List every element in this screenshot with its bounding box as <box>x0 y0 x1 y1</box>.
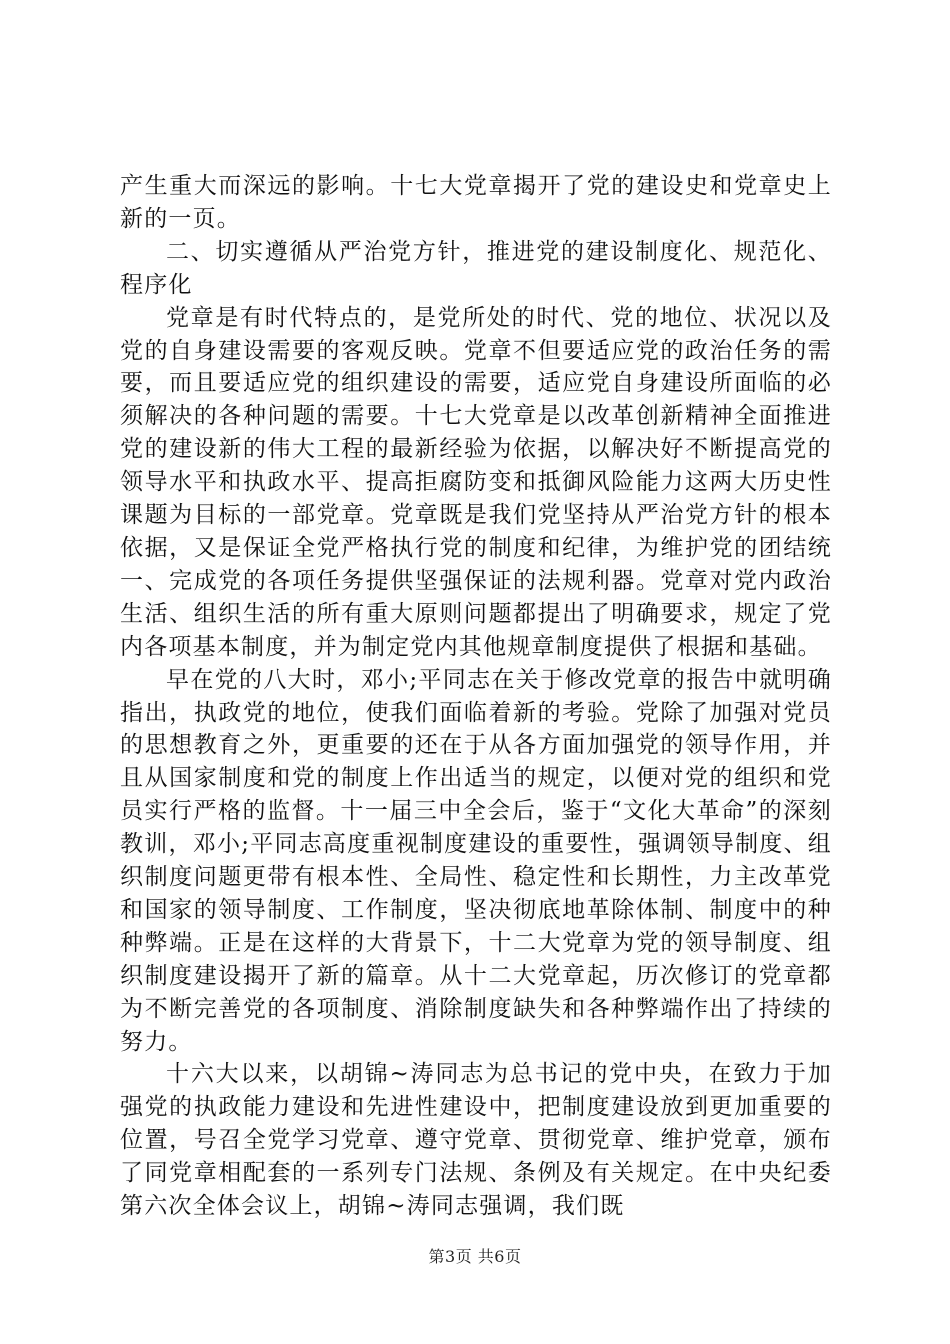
paragraph-continuation: 产生重大而深远的影响。十七大党章揭开了党的建设史和党章史上新的一页。 <box>120 173 832 232</box>
page-footer: 第3页 共6页 <box>428 1247 522 1266</box>
paragraph: 十六大以来，以胡锦~涛同志为总书记的党中央，在致力于加强党的执政能力建设和先进性建设中，把制度建设放到更加重要的位置，号召全党学习党章、遵守党章、贯彻党章、维护党章，颁布了同党章相配套的一系列专门法规、条例及有关规定。在中央纪委第六次全体会议上，胡锦~涛同志强调，我们既 <box>120 1061 832 1220</box>
paragraph: 早在党的八大时，邓小;平同志在关于修改党章的报告中就明确指出，执政党的地位，使我们面临着新的考验。党除了加强对党员的思想教育之外，更重要的还在于从各方面加强党的领导作用，并且从国家制度和党的制度上作出适当的规定，以便对党的组织和党员实行严格的监督。十一届三中全会后，鉴于“文化大革命”的深刻教训，邓小;平同志高度重视制度建设的重要性，强调领导制度、组织制度问题更带有根本性、全局性、稳定性和长期性，力主改革党和国家的领导制度、工作制度，坚决彻底地革除体制、制度中的种种弊端。正是在这样的大背景下，十二大党章为党的领导制度、组织制度建设揭开了新的篇章。从十二大党章起，历次修订的党章都为不断完善党的各项制度、消除制度缺失和各种弊端作出了持续的努力。 <box>120 666 832 1055</box>
section-heading: 二、切实遵循从严治党方针，推进党的建设制度化、规范化、程序化 <box>120 238 832 298</box>
document-body <box>120 170 832 1223</box>
paragraph: 党章是有时代特点的，是党所处的时代、党的地位、状况以及党的自身建设需要的客观反映。党章不但要适应党的政治任务的需要，而且要适应党的组织建设的需要，适应党自身建设所面临的必须解决的各种问题的需要。十七大党章是以改革创新精神全面推进党的建设新的伟大工程的最新经验为依据，以解决好不断提高党的领导水平和执政水平、提高拒腐防变和抵御风险能力这两大历史性课题为目标的一部党章。党章既是我们党坚持从严治党方针的根本依据，又是保证全党严格执行党的制度和纪律，为维护党的团结统一、完成党的各项任务提供坚强保证的法规利器。党章对党内政治生活、组织生活的所有重大原则问题都提出了明确要求，规定了党内各项基本制度，并为制定党内其他规章制度提供了根据和基础。 <box>120 304 832 660</box>
